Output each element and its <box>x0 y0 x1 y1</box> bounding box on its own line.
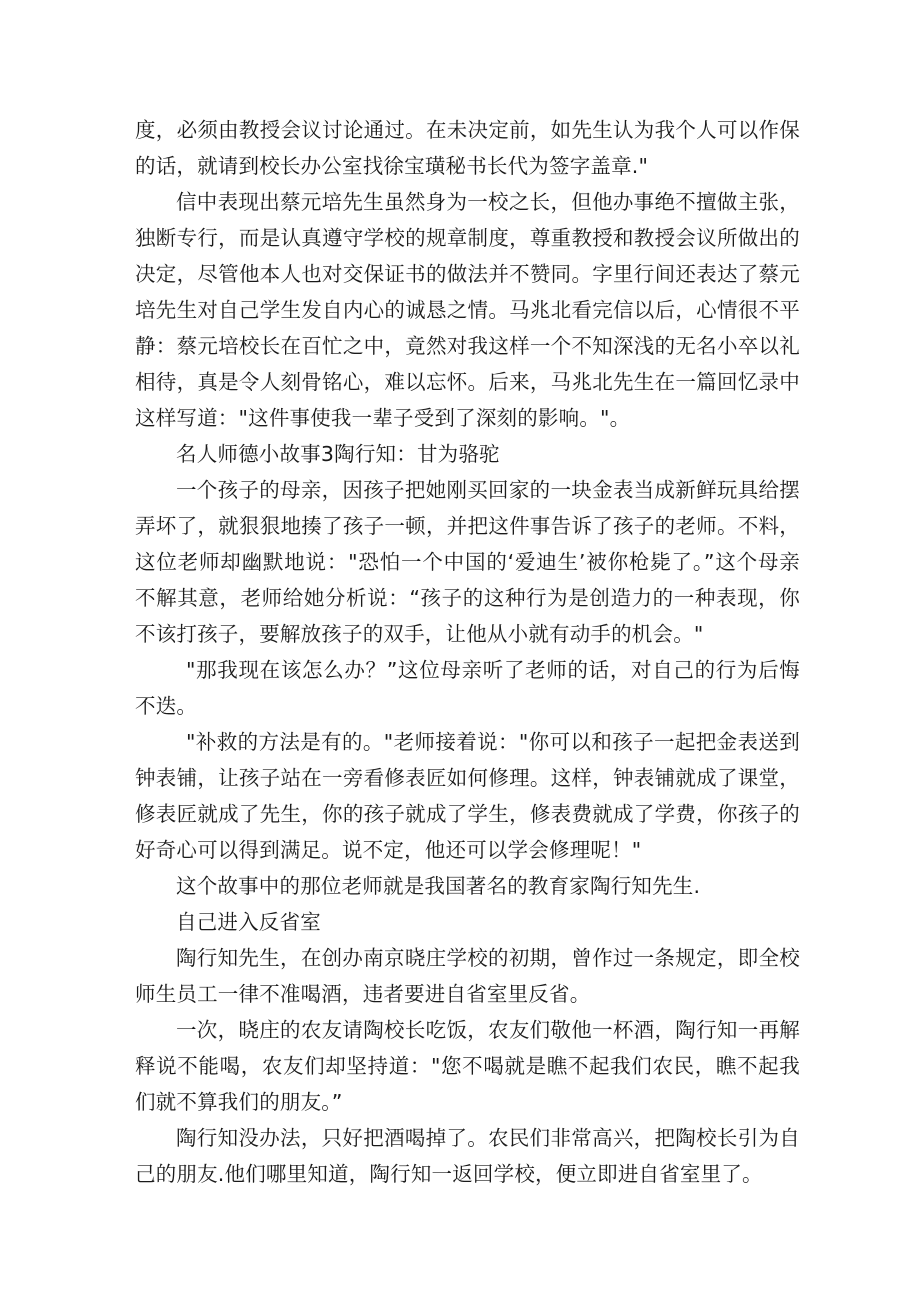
paragraph: 一个孩子的母亲，因孩子把她刚买回家的一块金表当成新鲜玩具给摆弄坏了，就狠狠地揍了孩子一顿，并把这件事告诉了孩子的老师。不料，这位老师却幽默地说："恐怕一个中国的‘爱迪生’被你枪毙了。”这个母亲不解其意，老师给她分析说：“孩子的这种行为是创造力的一种表现，你不该打孩子，要解放孩子的双手，让他从小就有动手的机会。" <box>135 478 800 646</box>
paragraph: 度，必须由教授会议讨论通过。在未决定前，如先生认为我个人可以作保的话，就请到校长办公室找徐宝璜秘书长代为签字盖章." <box>135 118 800 178</box>
section-heading: 名人师德小故事3陶行知：甘为骆驼 <box>176 442 500 466</box>
paragraph: 这个故事中的那位老师就是我国著名的教育家陶行知先生. <box>176 874 701 898</box>
paragraph: "那我现在该怎么办？”这位母亲听了老师的话，对自己的行为后悔不迭。 <box>135 658 800 718</box>
paragraph: 陶行知先生，在创办南京晓庄学校的初期，曾作过一条规定，即全校师生员工一律不准喝酒，违者要进自省室里反省。 <box>135 946 800 1006</box>
document-body <box>135 112 800 1192</box>
section-heading: 自己进入反省室 <box>176 910 321 934</box>
paragraph: 一次，晓庄的农友请陶校长吃饭，农友们敬他一杯酒，陶行知一再解释说不能喝，农友们却坚持道："您不喝就是瞧不起我们农民，瞧不起我们就不算我们的朋友。” <box>135 1018 800 1114</box>
paragraph: 陶行知没办法，只好把酒喝掉了。农民们非常高兴，把陶校长引为自己的朋友.他们哪里知道，陶行知一返回学校，便立即进自省室里了。 <box>135 1126 800 1186</box>
paragraph: "补救的方法是有的。"老师接着说："你可以和孩子一起把金表送到钟表铺，让孩子站在一旁看修表匠如何修理。这样，钟表铺就成了课堂，修表匠就成了先生，你的孩子就成了学生，修表费就成了学费，你孩子的好奇心可以得到满足。说不定，他还可以学会修理呢！" <box>135 730 800 862</box>
paragraph: 信中表现出蔡元培先生虽然身为一校之长，但他办事绝不擅做主张，独断专行，而是认真遵守学校的规章制度，尊重教授和教授会议所做出的决定，尽管他本人也对交保证书的做法并不赞同。字里行间还表达了蔡元培先生对自己学生发自内心的诚恳之情。马兆北看完信以后，心情很不平静：蔡元培校长在百忙之中，竟然对我这样一个不知深浅的无名小卒以礼相待，真是令人刻骨铭心，难以忘怀。后来，马兆北先生在一篇回忆录中这样写道："这件事使我一辈子受到了深刻的影响。"。 <box>135 190 800 430</box>
